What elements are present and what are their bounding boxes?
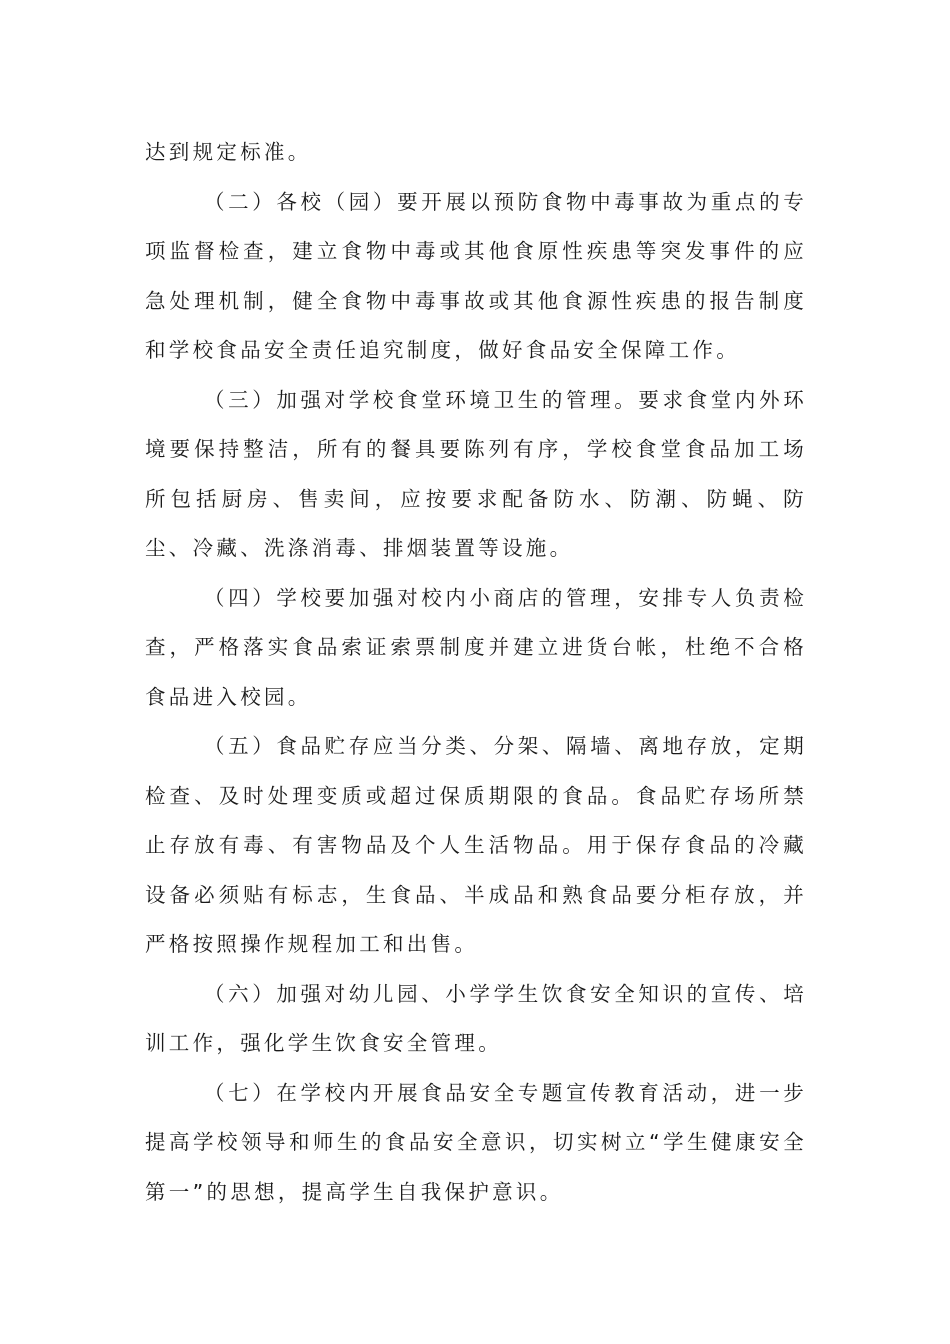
document-body: [145, 128, 807, 1217]
paragraph-item-7: （七）在学校内开展食品安全专题宣传教育活动，进一步提高学校领导和师生的食品安全意识，切实树立“学生健康安全第一”的思想，提高学生自我保护意识。: [145, 1080, 807, 1204]
paragraph-item-3: （三）加强对学校食堂环境卫生的管理。要求食堂内外环境要保持整洁，所有的餐具要陈列有序，学校食堂食品加工场所包括厨房、售卖间，应按要求配备防水、防潮、防蝇、防尘、冷藏、洗涤消毒、排烟装置等设施。: [145, 387, 807, 560]
paragraph-item-6: （六）加强对幼儿园、小学学生饮食安全知识的宣传、培训工作，强化学生饮食安全管理。: [145, 981, 807, 1055]
paragraph-item-2: （二）各校（园）要开展以预防食物中毒事故为重点的专项监督检查，建立食物中毒或其他食原性疾患等突发事件的应急处理机制，健全食物中毒事故或其他食源性疾患的报告制度和学校食品安全责任追究制度，做好食品安全保障工作。: [145, 189, 807, 362]
paragraph-item-4: （四）学校要加强对校内小商店的管理，安排专人负责检查，严格落实食品索证索票制度并建立进货台帐，杜绝不合格食品进入校园。: [145, 585, 807, 709]
paragraph-continuation: 达到规定标准。: [145, 140, 312, 164]
paragraph-item-5: （五）食品贮存应当分类、分架、隔墙、离地存放，定期检查、及时处理变质或超过保质期限的食品。食品贮存场所禁止存放有毒、有害物品及个人生活物品。用于保存食品的冷藏设备必须贴有标志，生食品、半成品和熟食品要分柜存放，并严格按照操作规程加工和出售。: [145, 734, 807, 956]
